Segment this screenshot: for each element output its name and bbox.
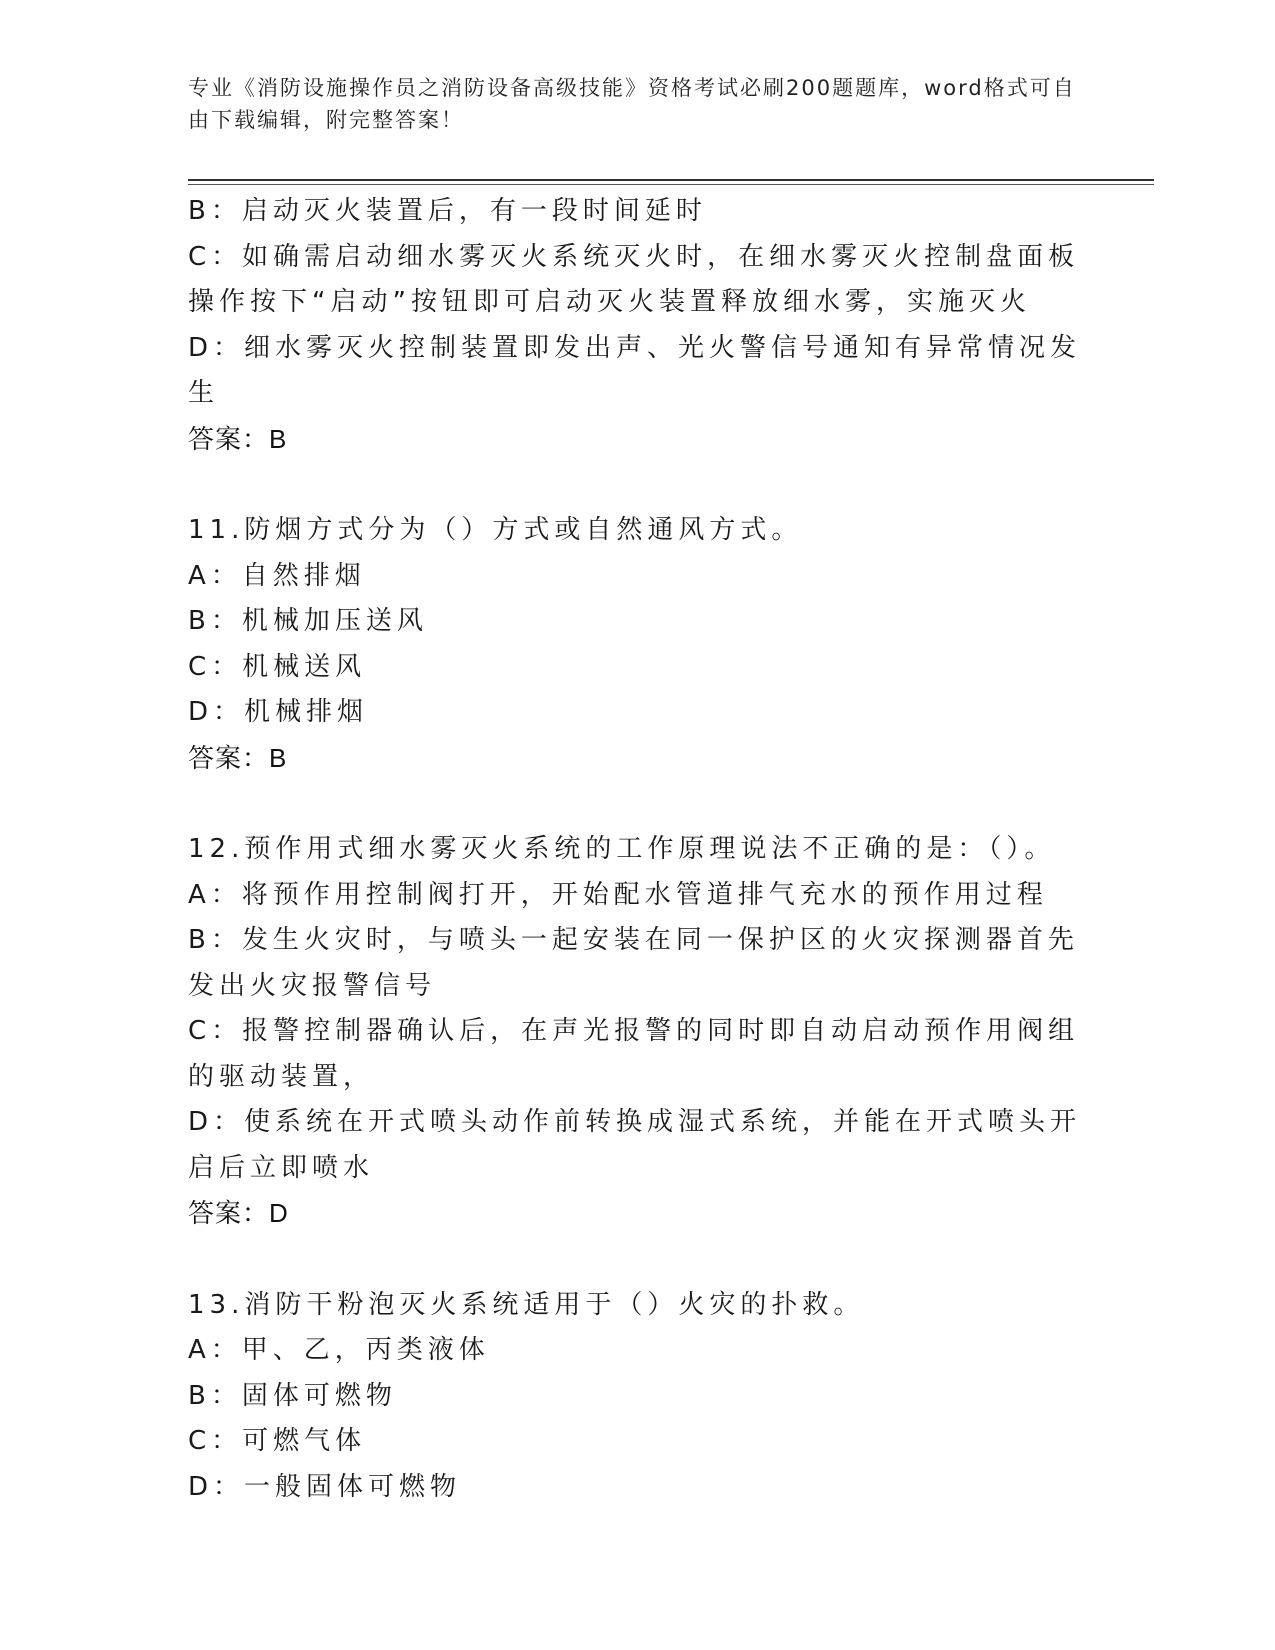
question-stem: 11.防烟方式分为（）方式或自然通风方式。 <box>188 515 803 545</box>
option-c: C：如确需启动细水雾灭火系统灭火时，在细水雾灭火控制盘面板操作按下“启动”按钮即可启动灭火装置释放细水雾，实施灭火 <box>188 241 1080 317</box>
option-c: C：可燃气体 <box>188 1426 367 1456</box>
option-d: D：机械排烟 <box>188 697 369 727</box>
option-c: C：报警控制器确认后，在声光报警的同时即自动启动预作用阀组的驱动装置， <box>188 1016 1080 1092</box>
option-d: D：一般固体可燃物 <box>188 1471 462 1502</box>
page-header: 专业《消防设施操作员之消防设备高级技能》资格考试必刷200题题库，word格式可自由下载编辑，附完整答案！ <box>188 76 1076 132</box>
option-d: D：细水雾灭火控制装置即发出声、光火警信号通知有异常情况发生 <box>188 332 1082 408</box>
option-a: A：将预作用控制阀打开，开始配水管道排气充水的预作用过程 <box>188 879 1048 910</box>
header-rule-thick <box>188 179 1154 181</box>
question-12 <box>188 827 1088 1237</box>
option-b: B：固体可燃物 <box>188 1380 397 1411</box>
option-b: B：机械加压送风 <box>188 606 428 636</box>
option-a: A：甲、乙，丙类液体 <box>188 1335 490 1365</box>
question-stem: 13.消防干粉泡灭火系统适用于（）火灾的扑救。 <box>188 1289 865 1320</box>
answer-line: 答案：B <box>188 423 288 454</box>
question-stem: 12.预作用式细水雾灭火系统的工作原理说法不正确的是：（）。 <box>188 834 1056 864</box>
spacer <box>188 1237 1088 1283</box>
option-c: C：机械送风 <box>188 651 367 682</box>
spacer <box>188 781 1088 827</box>
option-d: D：使系统在开式喷头动作前转换成湿式系统，并能在开式喷头开启后立即喷水 <box>188 1107 1082 1183</box>
option-a: A：自然排烟 <box>188 560 366 591</box>
question-10-tail <box>188 189 1088 462</box>
option-b: B：启动灭火装置后，有一段时间延时 <box>188 196 707 226</box>
answer-line: 答案：D <box>188 1198 289 1228</box>
option-b: B：发生火灾时，与喷头一起安装在同一保护区的火灾探测器首先发出火灾报警信号 <box>188 925 1079 1001</box>
question-11 <box>188 508 1088 781</box>
answer-line: 答案：B <box>188 742 288 773</box>
question-13 <box>188 1283 1088 1511</box>
header-rule-thin <box>188 184 1154 185</box>
document-body <box>188 189 1088 1510</box>
spacer <box>188 462 1088 508</box>
